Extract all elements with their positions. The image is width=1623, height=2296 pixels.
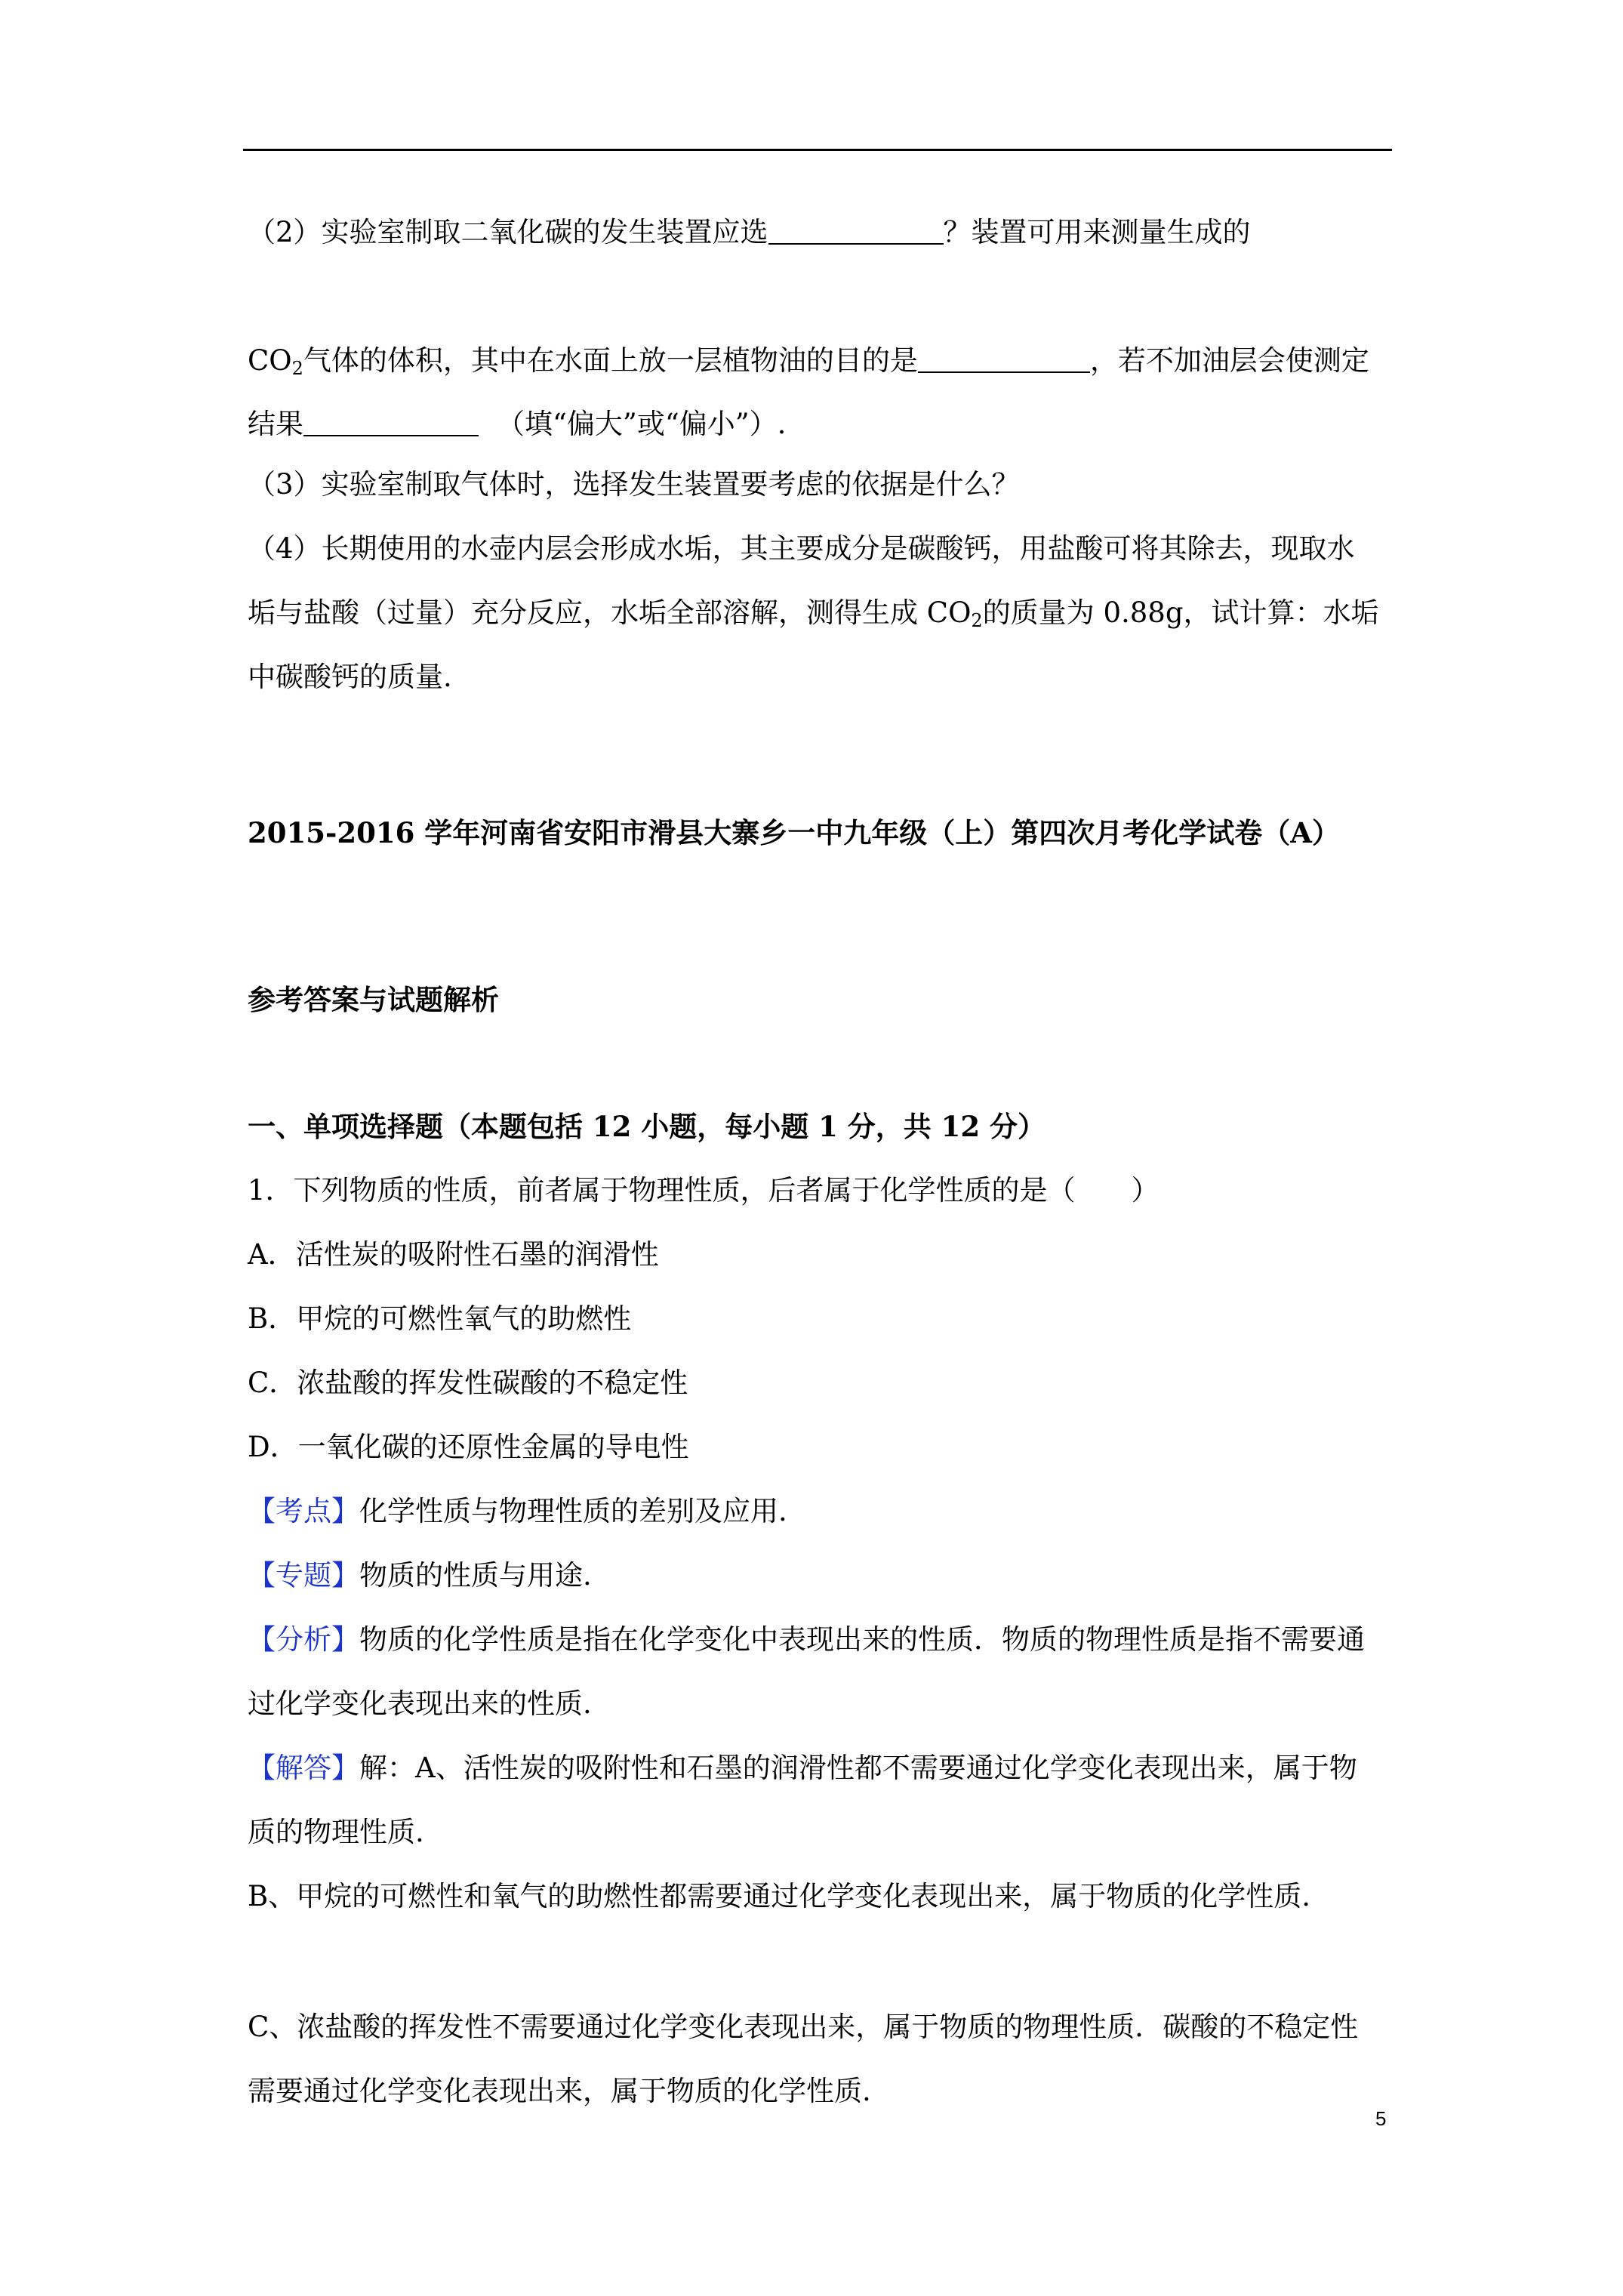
question-1-stem: 1．下列物质的性质，前者属于物理性质，后者属于化学性质的是（ ） <box>248 1174 1160 1207</box>
jieda-c-text-cont: 需要通过化学变化表现出来，属于物质的化学性质. <box>248 2075 871 2107</box>
jieda-text-cont: 质的物理性质. <box>248 1816 424 1848</box>
q4-line-1: （4）长期使用的水壶内层会形成水垢，其主要成分是碳酸钙，用盐酸可将其除去，现取水 <box>248 532 1355 565</box>
zhuanti-tag: 【专题】 <box>248 1559 359 1592</box>
jieda-row <box>248 1754 1357 1782</box>
q4-line-3: 中碳酸钙的质量. <box>248 661 452 693</box>
q3-text: （3）实验室制取气体时，选择发生装置要考虑的依据是什么？ <box>248 468 1020 501</box>
option-d: D．一氧化碳的还原性金属的导电性 <box>248 1431 689 1463</box>
q2-text-f: （填“偏大”或“偏小”）. <box>497 408 787 440</box>
q2-text-b: ？装置可用来测量生成的 <box>943 216 1251 248</box>
q2-line-3 <box>248 408 786 438</box>
option-c: C．浓盐酸的挥发性碳酸的不稳定性 <box>248 1367 688 1399</box>
co2-formula: CO <box>248 344 292 377</box>
answer-heading: 参考答案与试题解析 <box>248 983 499 1016</box>
jieda-b-text: B、甲烷的可燃性和氧气的助燃性都需要通过化学变化表现出来，属于物质的化学性质. <box>248 1880 1310 1912</box>
kaodian-tag: 【考点】 <box>248 1495 359 1527</box>
exam-title: 2015-2016 学年河南省安阳市滑县大寨乡一中九年级（上）第四次月考化学试卷（A） <box>248 816 1340 849</box>
answer-blank <box>918 344 1090 373</box>
jieda-text: 解：A、活性炭的吸附性和石墨的润滑性都不需要通过化学变化表现出来，属于物 <box>359 1752 1357 1784</box>
jieda-tag: 【解答】 <box>248 1752 359 1784</box>
fenxi-text: 物质的化学性质是指在化学变化中表现出来的性质．物质的物理性质是指不需要通 <box>359 1623 1365 1656</box>
q2-text-c: 气体的体积，其中在水面上放一层植物油的目的是 <box>303 344 918 377</box>
jieda-c-text: C、浓盐酸的挥发性不需要通过化学变化表现出来，属于物质的物理性质．碳酸的不稳定性 <box>248 2011 1359 2043</box>
q4-line-2 <box>248 596 1379 631</box>
co2-subscript: 2 <box>971 610 983 631</box>
q4-text-b: 的质量为 0.88g，试计算：水垢 <box>982 596 1379 629</box>
fenxi-text-cont: 过化学变化表现出来的性质. <box>248 1687 592 1720</box>
q2-line-2 <box>248 344 1369 379</box>
q4-text-a: 垢与盐酸（过量）充分反应，水垢全部溶解，测得生成 CO <box>248 596 972 629</box>
page-number: 5 <box>1375 2107 1387 2130</box>
co2-subscript: 2 <box>291 358 303 379</box>
q2-text-d: ，若不加油层会使测定 <box>1089 344 1369 377</box>
q2-text-a: （2）实验室制取二氧化碳的发生装置应选 <box>248 216 768 248</box>
zhuanti-text: 物质的性质与用途. <box>359 1559 592 1592</box>
fenxi-tag: 【分析】 <box>248 1623 359 1656</box>
q2-line-1 <box>248 216 1251 246</box>
answer-blank <box>768 216 944 245</box>
q2-text-e: 结果 <box>248 408 303 440</box>
kaodian-text: 化学性质与物理性质的差别及应用. <box>359 1495 787 1527</box>
option-a: A．活性炭的吸附性石墨的润滑性 <box>248 1238 659 1271</box>
kaodian-row <box>248 1497 787 1525</box>
section-heading: 一、单项选择题（本题包括 12 小题，每小题 1 分，共 12 分） <box>248 1110 1046 1143</box>
zhuanti-row <box>248 1559 592 1592</box>
option-b: B．甲烷的可燃性氧气的助燃性 <box>248 1302 632 1335</box>
answer-blank <box>303 408 479 436</box>
header-rule <box>243 149 1392 151</box>
fenxi-row <box>248 1623 1365 1656</box>
